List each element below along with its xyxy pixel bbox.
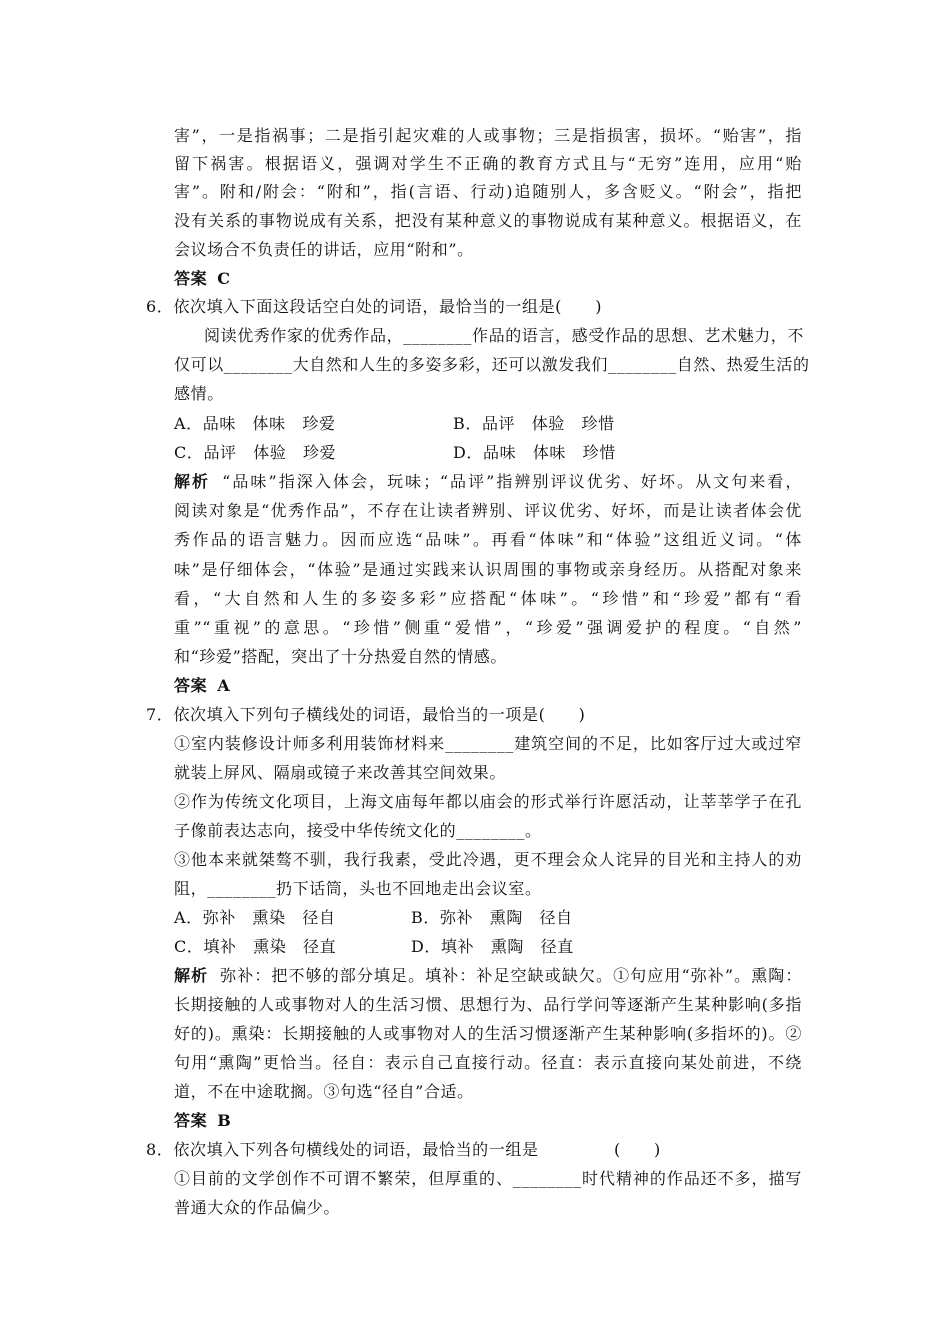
q5-line-5: 会议场合不负责任的讲话，应用“附和”。 bbox=[174, 240, 474, 259]
q7-option-b: B．弥补 熏陶 径自 bbox=[411, 908, 573, 927]
q7-item-3a: ③他本来就桀骜不驯，我行我素，受此冷遇，更不理会众人诧异的目光和主持人的劝 bbox=[174, 850, 802, 869]
q5-line-2: 留下祸害。根据语义，强调对学生不正确的教育方式且与“无穷”连用，应用“贻 bbox=[174, 154, 802, 173]
q8-bracket: ( ) bbox=[614, 1140, 661, 1159]
q6-answer bbox=[174, 676, 230, 696]
q7-item-2b: 子像前表达志向，接受中华传统文化的________。 bbox=[174, 821, 542, 840]
q7-item-1a: ①室内装修设计师多利用装饰材料来________建筑空间的不足，比如客厅过大或过窄 bbox=[174, 734, 802, 753]
q6-option-b: B．品评 体验 珍惜 bbox=[453, 414, 615, 433]
answer-label: 答案 bbox=[174, 269, 208, 288]
analysis-label: 解析 bbox=[174, 966, 209, 985]
q6-analysis-4: 味”是仔细体会，“体验”是通过实践来认识周围的事物或亲身经历。从搭配对象来 bbox=[174, 560, 802, 579]
q6-analysis-3: 秀作品的语言魅力。因而应选“品味”。再看“体味”和“体验”这组近义词。“体 bbox=[174, 530, 802, 549]
q7-item-1b: 就装上屏风、隔扇或镜子来改善其空间效果。 bbox=[174, 763, 507, 782]
q7-analysis-3: 好的)。熏染：长期接触的人或事物对人的生活习惯逐渐产生某种影响(多指坏的)。② bbox=[174, 1024, 802, 1043]
q8-item-1a: ①目前的文学创作不可谓不繁荣，但厚重的、________时代精神的作品还不多，描写 bbox=[174, 1169, 802, 1188]
q8-stem: 8．依次填入下列各句横线处的词语，最恰当的一组是 bbox=[146, 1140, 539, 1159]
q6-passage-2: 仅可以________大自然和人生的多姿多彩，还可以激发我们________自然、热爱生活的 bbox=[174, 355, 810, 374]
analysis-label: 解析 bbox=[174, 472, 211, 491]
answer-value: B bbox=[217, 1111, 232, 1130]
q7-analysis-1: 解析 弥补：把不够的部分填足。填补：补足空缺或缺欠。①句应用“弥补”。熏陶： bbox=[174, 966, 802, 985]
q5-line-3: 害”。附和/附会：“附和”，指(言语、行动)追随别人，多含贬义。“附会”，指把 bbox=[174, 182, 802, 201]
q6-analysis-6: 重”“重视”的意思。“珍惜”侧重“爱惜”，“珍爱”强调爱护的程度。“自然” bbox=[174, 618, 802, 637]
q7-analysis-5: 道，不在中途耽搁。③句选“径自”合适。 bbox=[174, 1082, 474, 1101]
q6-analysis-5: 看，“大自然和人生的多姿多彩”应搭配“体味”。“珍惜”和“珍爱”都有“看 bbox=[174, 589, 802, 608]
answer-label: 答案 bbox=[174, 676, 208, 695]
answer-label: 答案 bbox=[174, 1111, 208, 1130]
q8-item-1b: 普通大众的作品偏少。 bbox=[174, 1198, 341, 1217]
q7-analysis-2: 长期接触的人或事物对人的生活习惯、思想行为、品行学问等逐渐产生某种影响(多指 bbox=[174, 995, 802, 1014]
q6-passage-3: 感情。 bbox=[174, 384, 224, 403]
answer-value: C bbox=[217, 269, 231, 288]
q5-line-1: 害”，一是指祸事；二是指引起灾难的人或事物；三是指损害，损坏。“贻害”，指 bbox=[174, 126, 802, 145]
q7-answer bbox=[174, 1111, 231, 1131]
answer-value: A bbox=[217, 676, 231, 695]
q6-option-c: C．品评 体验 珍爱 bbox=[174, 443, 337, 462]
q7-option-c: C．填补 熏染 径直 bbox=[174, 937, 337, 956]
q6-stem: 6．依次填入下面这段话空白处的词语，最恰当的一组是( ) bbox=[146, 297, 603, 316]
q7-stem: 7．依次填入下列句子横线处的词语，最恰当的一项是( ) bbox=[146, 705, 586, 724]
q6-passage-1: 阅读优秀作家的优秀作品，________作品的语言，感受作品的思想、艺术魅力，不 bbox=[204, 326, 805, 345]
q6-option-d: D．品味 体味 珍惜 bbox=[453, 443, 616, 462]
q6-analysis-7: 和“珍爱”搭配，突出了十分热爱自然的情感。 bbox=[174, 647, 507, 666]
q7-option-a: A．弥补 熏染 径自 bbox=[174, 908, 336, 927]
q6-analysis-2: 阅读对象是“优秀作品”，不存在让读者辨别、评议优劣、好坏，而是让读者体会优 bbox=[174, 501, 802, 520]
q7-item-2a: ②作为传统文化项目，上海文庙每年都以庙会的形式举行许愿活动，让莘莘学子在孔 bbox=[174, 792, 802, 811]
q7-analysis-4: 句用“熏陶”更恰当。径自：表示自己直接行动。径直：表示直接向某处前进，不绕 bbox=[174, 1053, 802, 1072]
q5-answer bbox=[174, 269, 231, 289]
q6-analysis-1: 解析 “品味”指深入体会，玩味；“品评”指辨别评议优劣、好坏。从文句来看， bbox=[174, 472, 802, 491]
q7-item-3b: 阻，________扔下话筒，头也不回地走出会议室。 bbox=[174, 879, 542, 898]
q6-option-a: A．品味 体味 珍爱 bbox=[174, 414, 336, 433]
q5-line-4: 没有关系的事物说成有关系，把没有某种意义的事物说成有某种意义。根据语义，在 bbox=[174, 211, 802, 230]
q7-option-d: D．填补 熏陶 径直 bbox=[411, 937, 574, 956]
